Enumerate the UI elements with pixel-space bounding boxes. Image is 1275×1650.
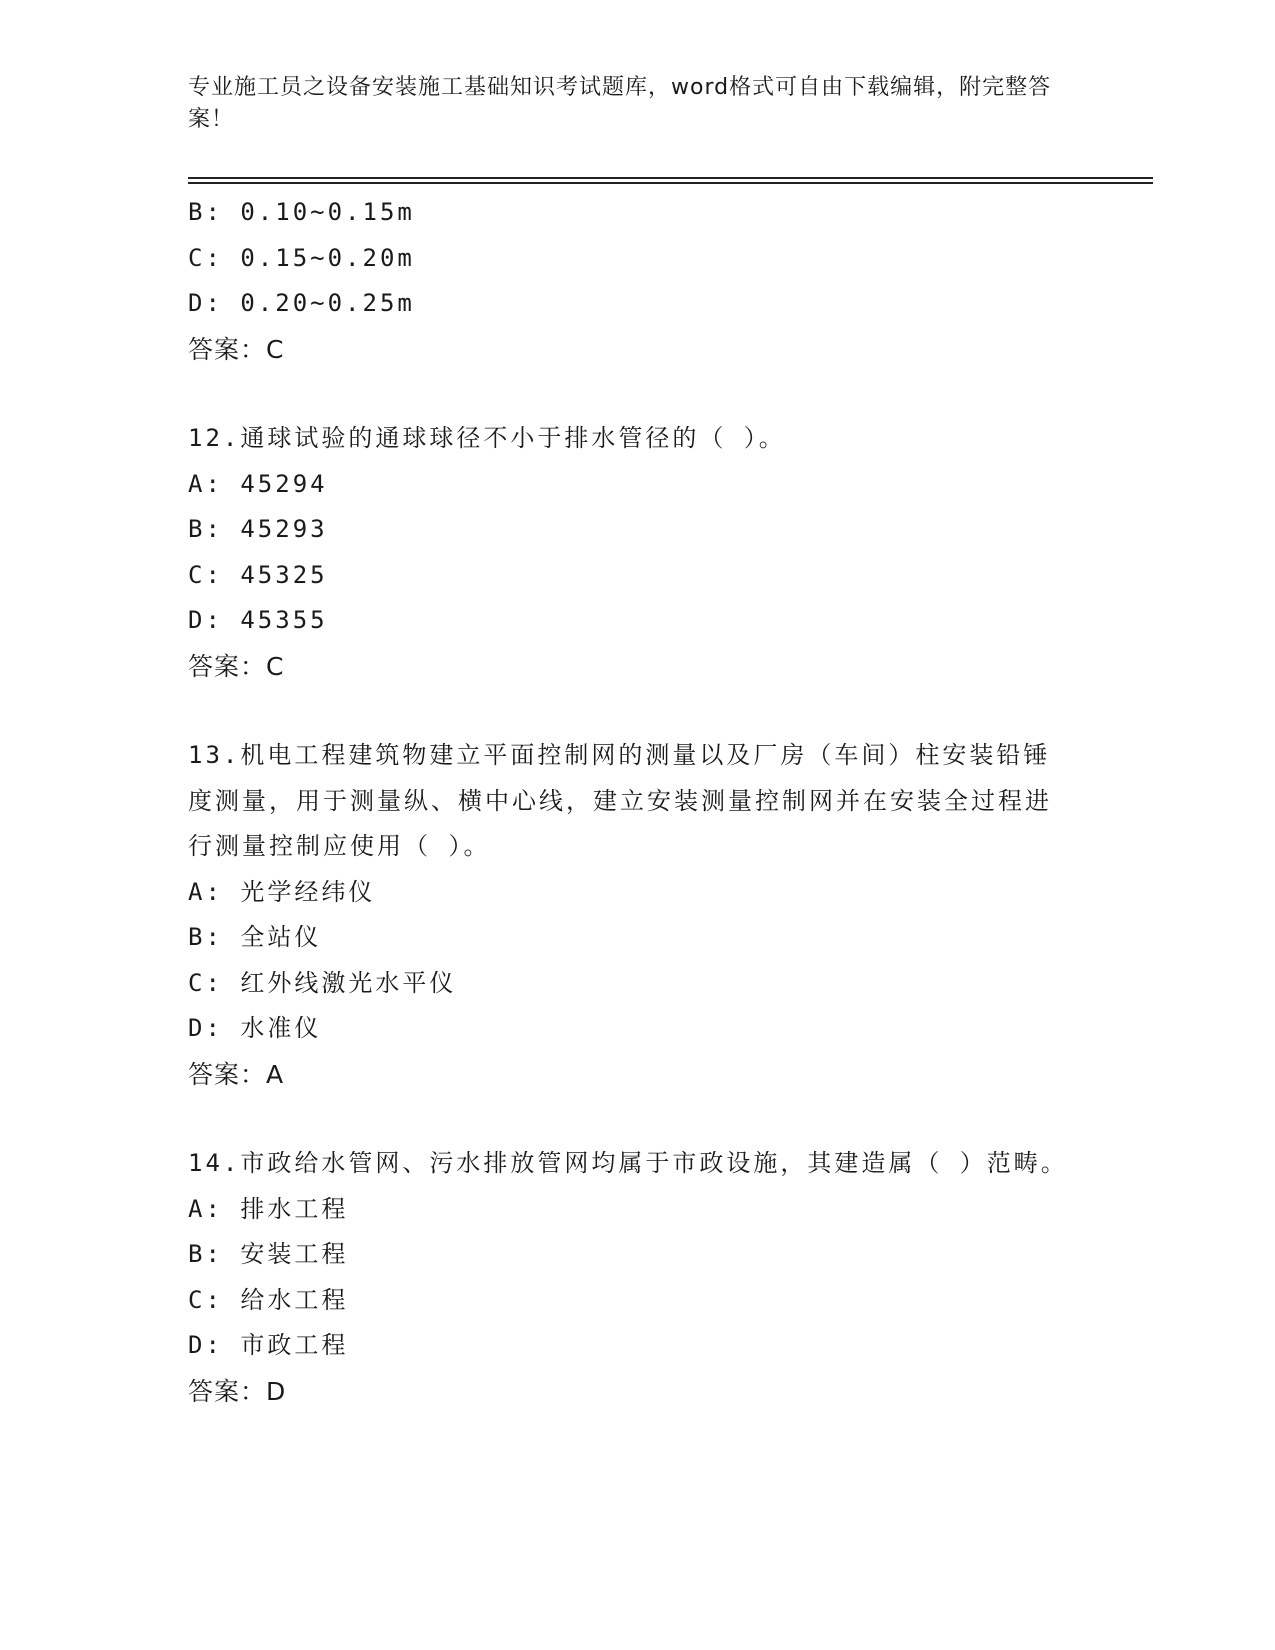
question-12 bbox=[188, 416, 1088, 689]
option-text: 排水工程 bbox=[240, 1194, 349, 1223]
option-b bbox=[188, 1232, 1088, 1278]
option-text: 45355 bbox=[240, 606, 328, 634]
option-label: C: bbox=[188, 560, 223, 589]
header-divider-bottom bbox=[188, 182, 1153, 184]
option-text: 光学经纬仪 bbox=[240, 877, 376, 906]
option-text: 红外线激光水平仪 bbox=[240, 968, 457, 997]
option-c bbox=[188, 961, 1088, 1007]
option-label: B: bbox=[188, 198, 223, 226]
document-header: 专业施工员之设备安装施工基础知识考试题库，word格式可自由下载编辑，附完整答案！ bbox=[188, 75, 1052, 132]
option-label: A: bbox=[188, 469, 223, 498]
option-text: 0.15~0.20m bbox=[240, 243, 415, 272]
option-d bbox=[188, 281, 1088, 327]
option-text: 全站仪 bbox=[240, 923, 322, 951]
question-text: 14.市政给水管网、污水排放管网均属于市政设施，其建造属（ ）范畴。 bbox=[188, 1149, 1068, 1177]
question-11 bbox=[188, 190, 1088, 372]
option-label: C: bbox=[188, 243, 223, 272]
option-label: B: bbox=[188, 515, 223, 543]
option-label: C: bbox=[188, 968, 223, 997]
option-text: 45325 bbox=[240, 560, 328, 589]
option-b bbox=[188, 915, 1088, 961]
option-a bbox=[188, 1187, 1088, 1233]
answer: 答案：D bbox=[188, 1376, 287, 1406]
option-text: 45293 bbox=[240, 515, 328, 543]
answer: 答案：C bbox=[188, 651, 285, 681]
option-label: B: bbox=[188, 1240, 223, 1268]
option-label: B: bbox=[188, 923, 223, 951]
option-label: D: bbox=[188, 1331, 223, 1359]
option-c bbox=[188, 1278, 1088, 1324]
option-text: 45294 bbox=[240, 469, 328, 498]
question-14 bbox=[188, 1141, 1088, 1414]
option-b bbox=[188, 190, 1088, 236]
option-d bbox=[188, 1323, 1088, 1369]
option-a bbox=[188, 870, 1088, 916]
option-text: 给水工程 bbox=[240, 1285, 349, 1314]
question-13 bbox=[188, 733, 1088, 1097]
option-label: D: bbox=[188, 1014, 223, 1042]
header-divider-top bbox=[188, 177, 1153, 179]
question-list bbox=[188, 190, 1088, 1414]
option-text: 水准仪 bbox=[240, 1014, 322, 1042]
option-label: C: bbox=[188, 1285, 223, 1314]
option-label: D: bbox=[188, 289, 223, 317]
option-text: 安装工程 bbox=[240, 1240, 349, 1268]
option-label: A: bbox=[188, 1194, 223, 1223]
option-label: A: bbox=[188, 877, 223, 906]
option-c bbox=[188, 236, 1088, 282]
option-b bbox=[188, 507, 1088, 553]
option-d bbox=[188, 1006, 1088, 1052]
question-text: 13.机电工程建筑物建立平面控制网的测量以及厂房（车间）柱安装铅锤度测量，用于测量纵、横中心线，建立安装测量控制网并在安装全过程进行测量控制应使用（ ）。 bbox=[188, 741, 1052, 860]
option-c bbox=[188, 553, 1088, 599]
option-text: 0.10~0.15m bbox=[240, 198, 415, 226]
option-label: D: bbox=[188, 606, 223, 634]
option-text: 0.20~0.25m bbox=[240, 289, 415, 317]
question-text: 12.通球试验的通球球径不小于排水管径的（ ）。 bbox=[188, 424, 786, 452]
answer: 答案：A bbox=[188, 1059, 285, 1089]
option-text: 市政工程 bbox=[240, 1331, 349, 1359]
option-d bbox=[188, 598, 1088, 644]
option-a bbox=[188, 462, 1088, 508]
answer: 答案：C bbox=[188, 334, 285, 364]
